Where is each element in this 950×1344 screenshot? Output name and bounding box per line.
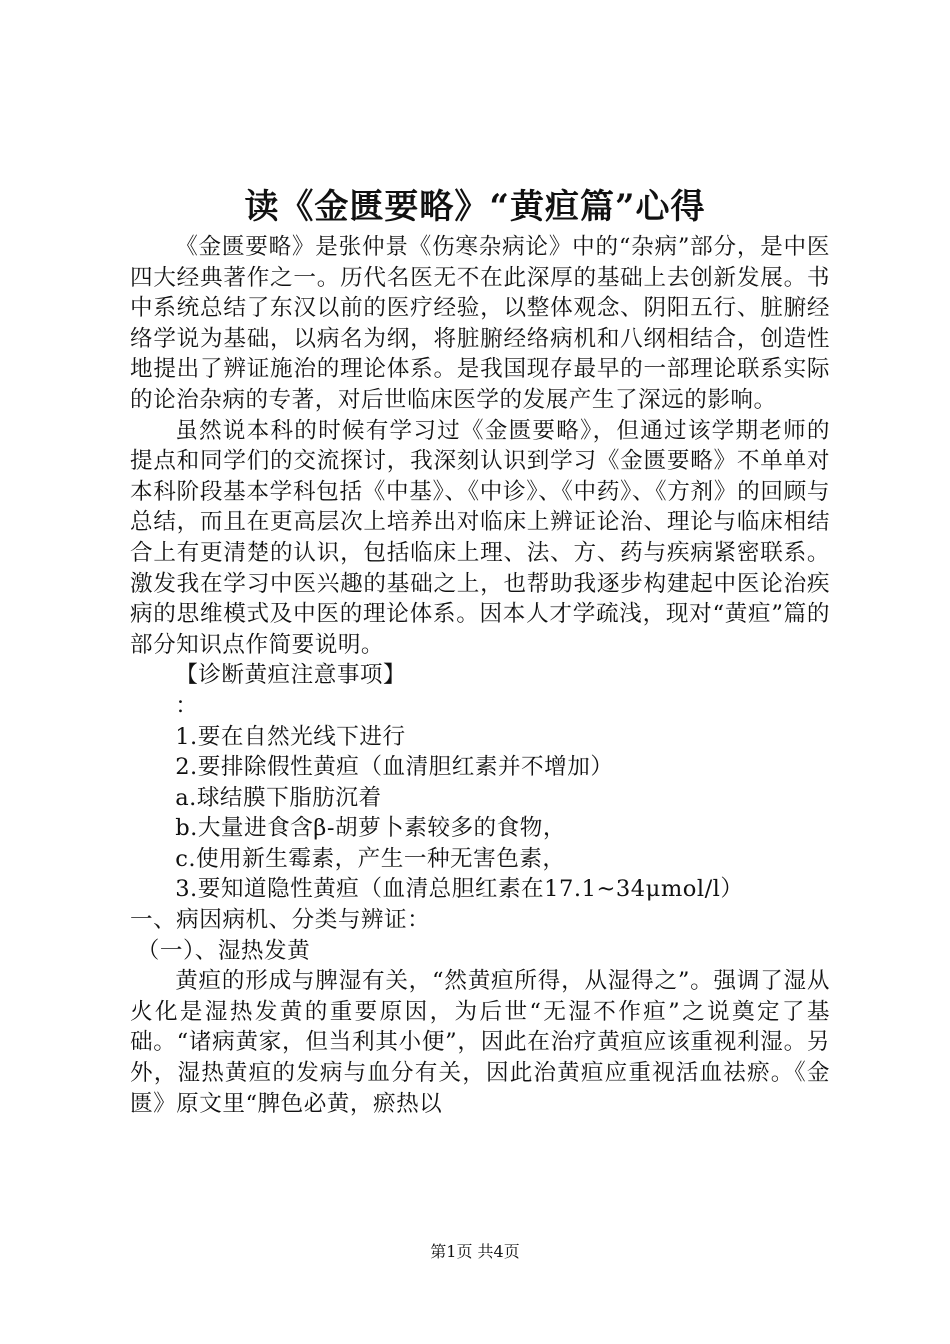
paragraph-intro: 《金匮要略》是张仲景《伤寒杂病论》中的“杂病”部分，是中医四大经典著作之一。历代名医无不在此深厚的基础上去创新发展。书中系统总结了东汉以前的医疗经验，以整体观念、阴阳五行、脏腑经络学说为基础，以病名为纲，将脏腑经络病机和八纲相结合，创造性地提出了辨证施治的理论体系。是我国现存最早的一部理论联系实际的论治杂病的专著，对后世临床医学的发展产生了深远的影响。 xyxy=(130,234,830,413)
notes-heading: 【诊断黄疸注意事项】 xyxy=(175,662,407,689)
list-item: 2.要排除假性黄疸（血清胆红素并不增加） xyxy=(175,754,614,781)
list-item: c.使用新生霉素，产生一种无害色素， xyxy=(175,845,566,872)
list-item: b.大量进食含β-胡萝卜素较多的食物， xyxy=(175,815,566,842)
page-footer: 第1页 共4页 xyxy=(430,1242,520,1261)
document-title: 读《金匮要略》“黄疸篇”心得 xyxy=(244,187,706,227)
section-heading: 一、病因病机、分类与辨证： xyxy=(130,907,431,934)
subsection-heading: （一）、湿热发黄 xyxy=(136,937,311,964)
list-item: 3.要知道隐性黄疸（血清总胆红素在17.1~34μmol/l） xyxy=(175,876,744,903)
paragraph-study-reflection: 虽然说本科的时候有学习过《金匮要略》，但通过该学期老师的提点和同学们的交流探讨，我深刻认识到学习《金匮要略》不单单对本科阶段基本学科包括《中基》、《中诊》、《中药》、《方剂》的回顾与总结，而且在更高层次上培养出对临床上辨证论治、理论与临床相结合上有更清楚的认识，包括临床上理、法、方、药与疾病紧密联系。激发我在学习中医兴趣的基础之上，也帮助我逐步构建起中医论治疾病的思维模式及中医的理论体系。因本人才学疏浅，现对“黄疸”篇的部分知识点作简要说明。 xyxy=(130,417,830,658)
list-item: a.球结膜下脂肪沉着 xyxy=(175,784,382,811)
list-item: 1.要在自然光线下进行 xyxy=(175,723,406,750)
notes-colon: ： xyxy=(175,692,199,719)
paragraph-damp-heat: 黄疸的形成与脾湿有关，“然黄疸所得，从湿得之”。强调了湿从火化是湿热发黄的重要原因，为后世“无湿不作疸”之说奠定了基础。“诸病黄家，但当利其小便”，因此在治疗黄疸应该重视利湿。另外，湿热黄疸的发病与血分有关，因此治黄疸应重视活血祛瘀。《金匮》原文里“脾色必黄，瘀热以 xyxy=(130,968,830,1117)
document-body xyxy=(130,232,830,1119)
